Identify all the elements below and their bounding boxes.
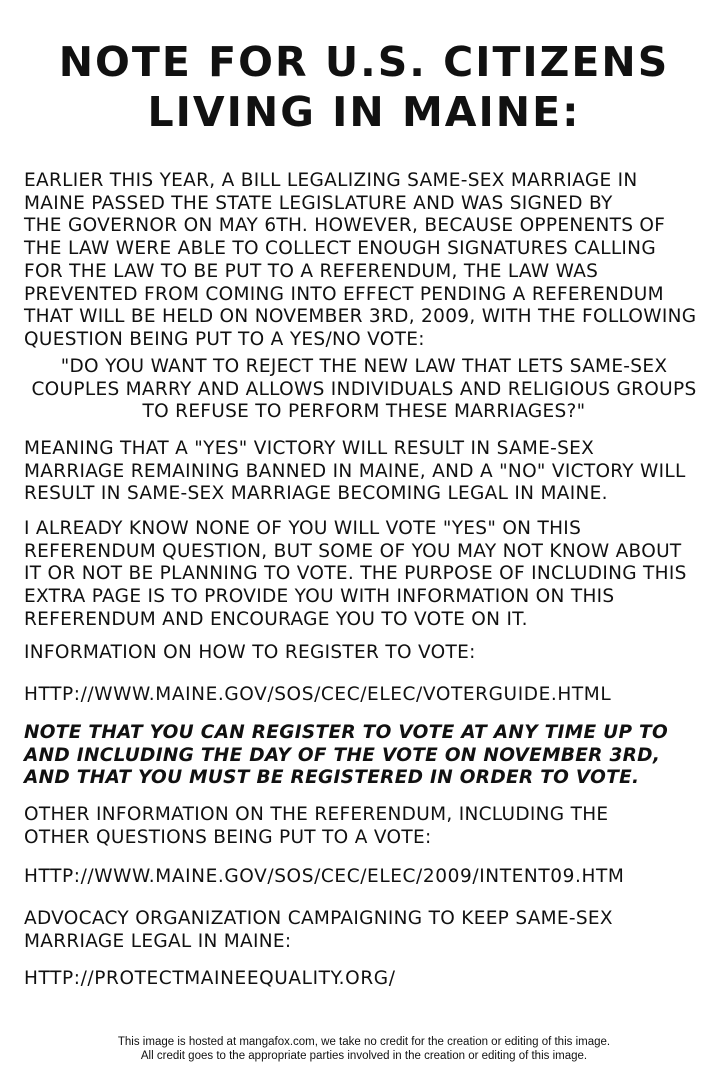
- purpose-line: REFERENDUM QUESTION, BUT SOME OF YOU MAY NOT KNOW ABOUT: [24, 540, 682, 562]
- intro-line: THAT WILL BE HELD ON NOVEMBER 3RD, 2009, WITH THE FOLLOWING: [24, 306, 697, 328]
- other-info-link[interactable]: HTTP://WWW.MAINE.GOV/SOS/CEC/ELEC/2009/INTENT09.HTM: [24, 866, 625, 887]
- advocacy-line: MARRIAGE LEGAL IN MAINE:: [24, 930, 292, 952]
- note-line: AND THAT YOU MUST BE REGISTERED IN ORDER TO VOTE.: [24, 767, 640, 789]
- footer-credit-line-2: All credit goes to the appropriate parties involved in the creation or editing of this image.: [140, 1050, 588, 1062]
- other-info-line: OTHER QUESTIONS BEING PUT TO A VOTE:: [24, 826, 432, 848]
- question-line: "DO YOU WANT TO REJECT THE NEW LAW THAT LETS SAME-SEX: [60, 356, 668, 377]
- intro-line: QUESTION BEING PUT TO A YES/NO VOTE:: [24, 328, 425, 350]
- other-info-paragraph: [24, 804, 714, 849]
- intro-line: THE LAW WERE ABLE TO COLLECT ENOUGH SIGNATURES CALLING: [24, 238, 656, 260]
- purpose-line: REFERENDUM AND ENCOURAGE YOU TO VOTE ON IT.: [24, 608, 528, 630]
- intro-line: EARLIER THIS YEAR, A BILL LEGALIZING SAME-SEX MARRIAGE IN: [24, 170, 638, 191]
- intro-line: PREVENTED FROM COMING INTO EFFECT PENDING A REFERENDUM: [24, 283, 664, 305]
- meaning-line: MEANING THAT A "YES" VICTORY WILL RESULT IN SAME-SEX: [24, 438, 595, 459]
- note-line: AND INCLUDING THE DAY OF THE VOTE ON NOVEMBER 3RD,: [24, 744, 661, 766]
- intro-line: THE GOVERNOR ON MAY 6TH. HOWEVER, BECAUSE OPPENENTS OF: [24, 215, 666, 237]
- advocacy-paragraph: [24, 908, 714, 953]
- meaning-paragraph: [24, 438, 714, 506]
- purpose-line: EXTRA PAGE IS TO PROVIDE YOU WITH INFORMATION ON THIS: [24, 586, 615, 608]
- intro-line: FOR THE LAW TO BE PUT TO A REFERENDUM, THE LAW WAS: [24, 260, 599, 282]
- register-heading: INFORMATION ON HOW TO REGISTER TO VOTE:: [24, 642, 476, 663]
- page-title-line-1: NOTE FOR U.S. CITIZENS: [58, 38, 670, 86]
- footer-credit-line-1: This image is hosted at mangafox.com, we take no credit for the creation or editing of this image.: [117, 1036, 611, 1048]
- purpose-line: I ALREADY KNOW NONE OF YOU WILL VOTE "YES" ON THIS: [24, 518, 582, 539]
- advocacy-link[interactable]: HTTP://PROTECTMAINEEQUALITY.ORG/: [24, 968, 396, 989]
- meaning-line: MARRIAGE REMAINING BANNED IN MAINE, AND A "NO" VICTORY WILL: [24, 460, 686, 482]
- purpose-line: IT OR NOT BE PLANNING TO VOTE. THE PURPOSE OF INCLUDING THIS: [24, 563, 687, 585]
- other-info-line: OTHER INFORMATION ON THE REFERENDUM, INCLUDING THE: [24, 804, 609, 825]
- note-line: NOTE THAT YOU CAN REGISTER TO VOTE AT ANY TIME UP TO: [24, 722, 668, 743]
- referendum-question: [14, 356, 714, 424]
- intro-paragraph: [24, 170, 714, 352]
- question-line: COUPLES MARRY AND ALLOWS INDIVIDUALS AND RELIGIOUS GROUPS: [31, 378, 697, 400]
- meaning-line: RESULT IN SAME-SEX MARRIAGE BECOMING LEGAL IN MAINE.: [24, 483, 608, 505]
- purpose-paragraph: [24, 518, 714, 632]
- intro-line: MAINE PASSED THE STATE LEGISLATURE AND WAS SIGNED BY: [24, 192, 613, 214]
- advocacy-line: ADVOCACY ORGANIZATION CAMPAIGNING TO KEEP SAME-SEX: [24, 908, 613, 929]
- page-title-line-2: LIVING IN MAINE:: [147, 88, 581, 136]
- register-link[interactable]: HTTP://WWW.MAINE.GOV/SOS/CEC/ELEC/VOTERGUIDE.HTML: [24, 684, 612, 705]
- registration-note: [24, 722, 714, 790]
- question-line: TO REFUSE TO PERFORM THESE MARRIAGES?": [142, 401, 586, 423]
